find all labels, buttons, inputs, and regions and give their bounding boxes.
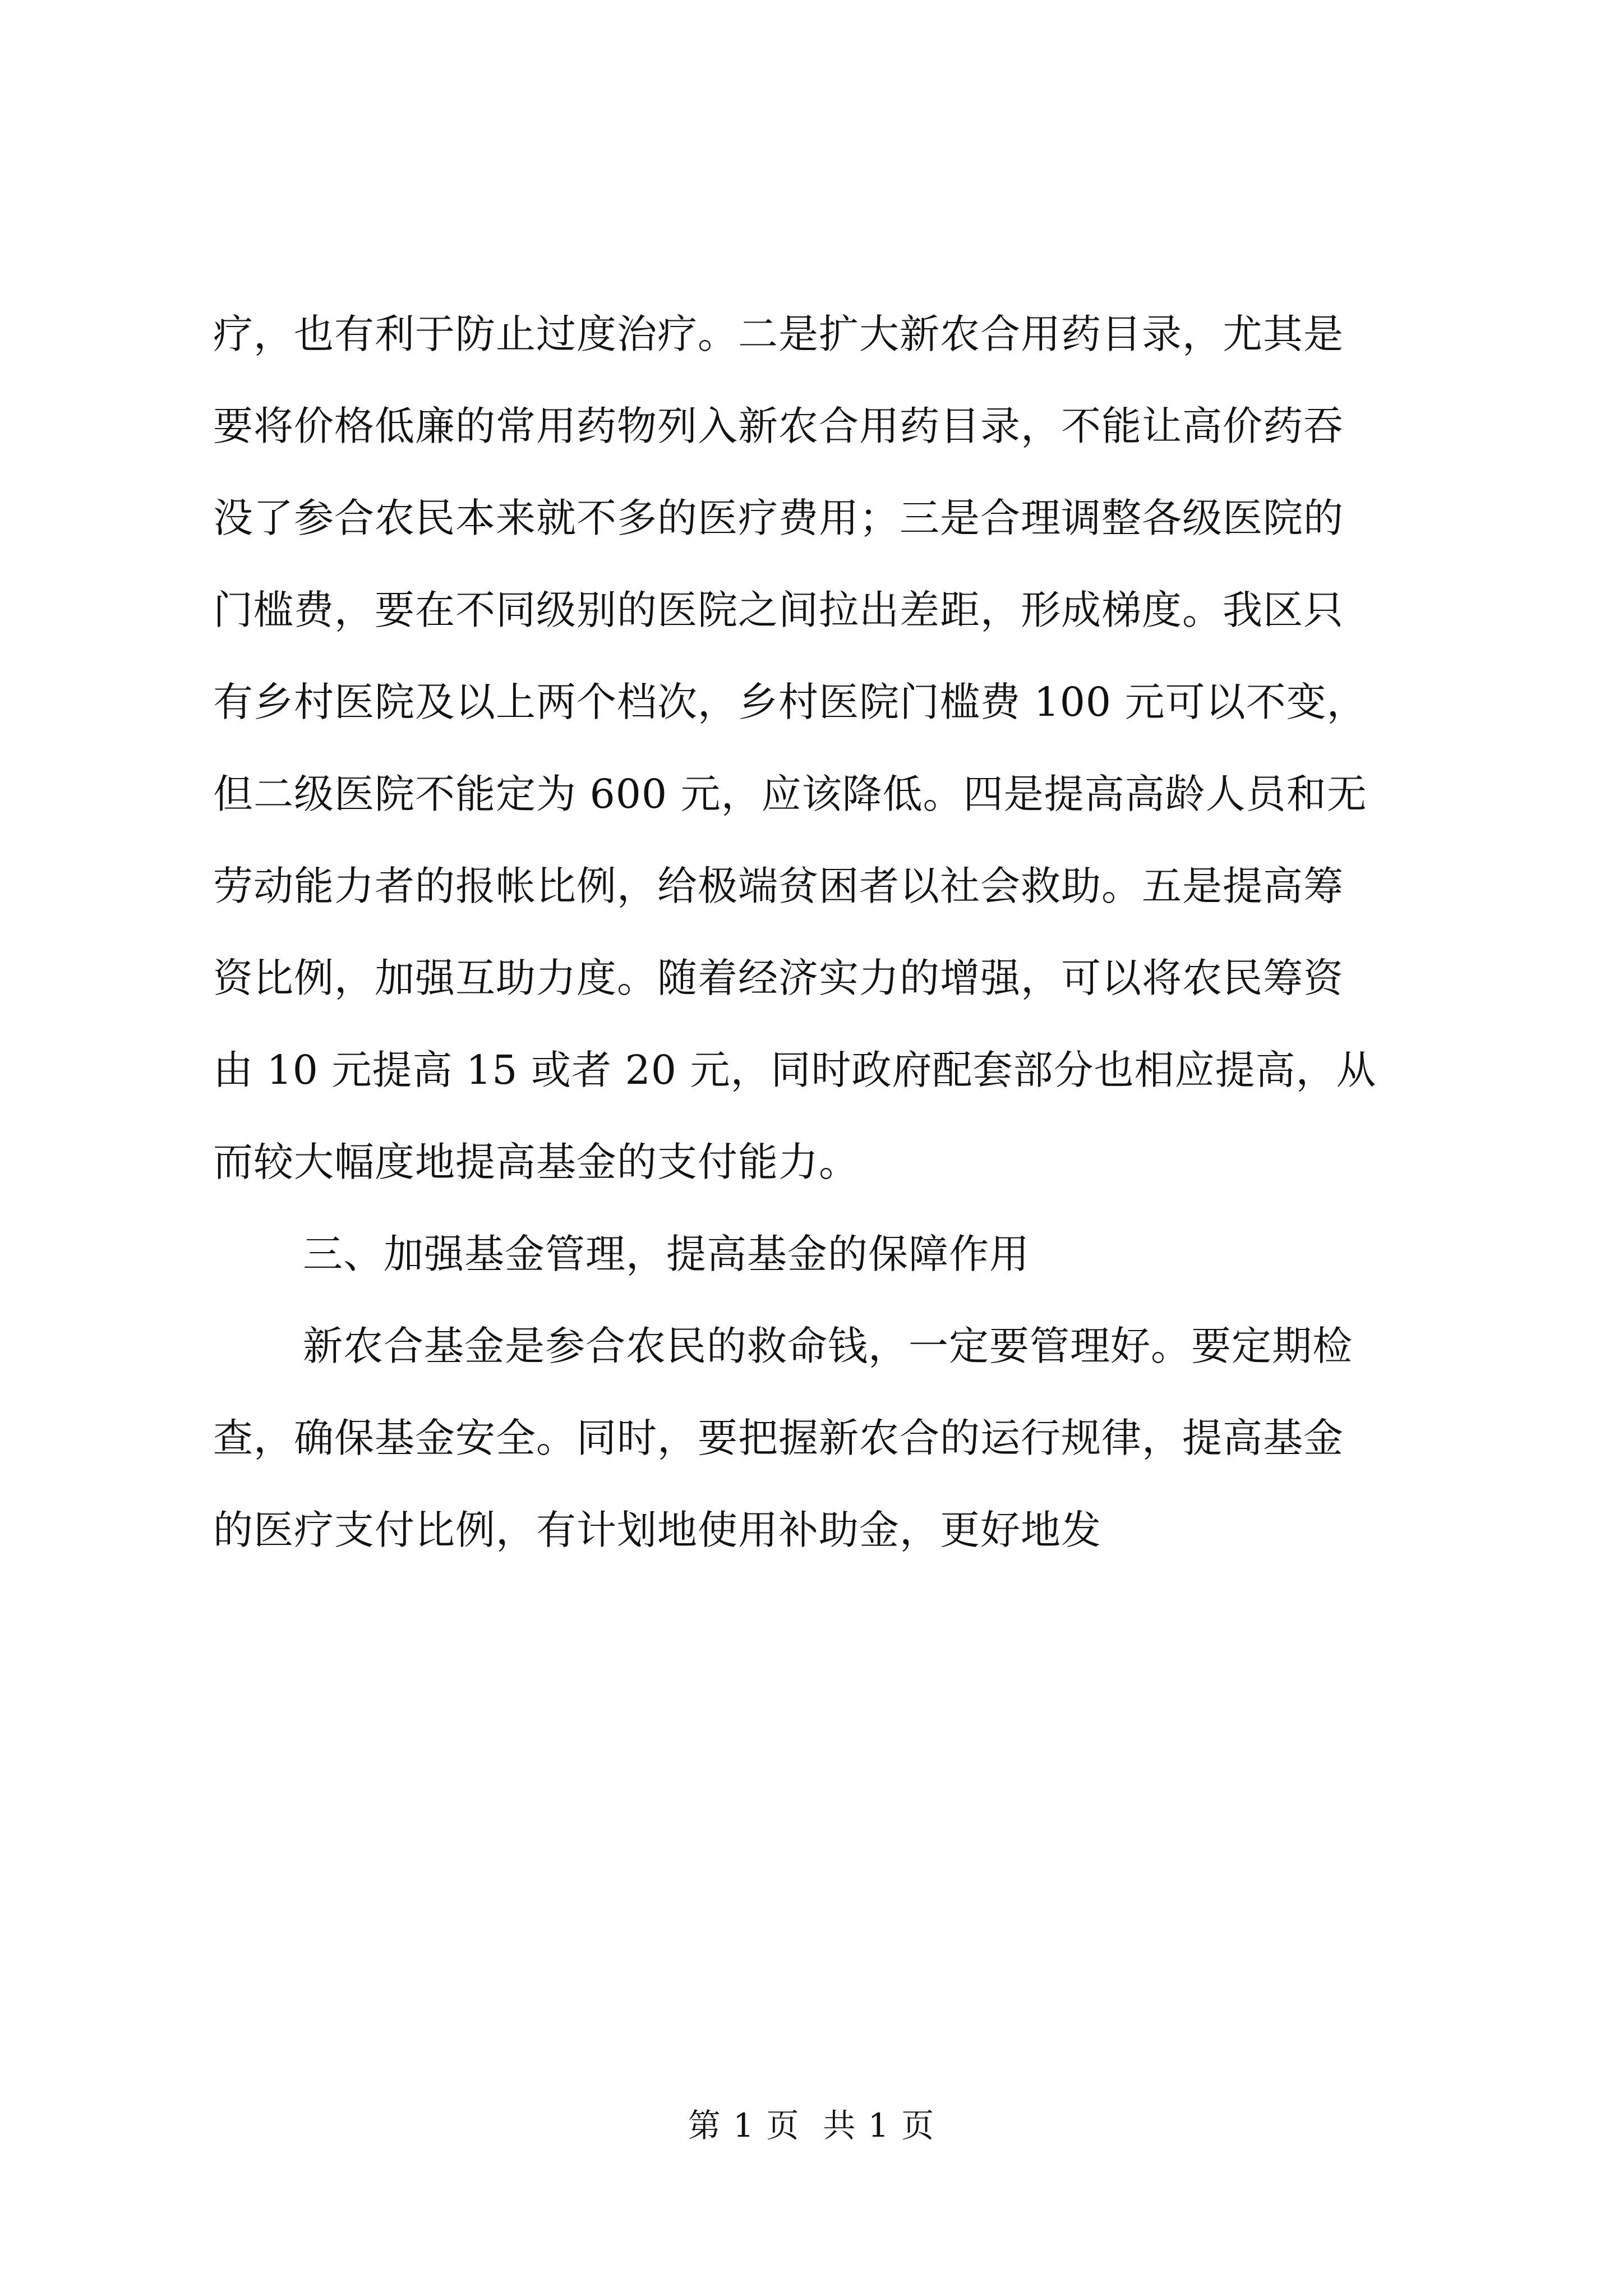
page-number-footer: 第 1 页 共 1 页: [688, 2106, 935, 2145]
body-line-4: 门槛费，要在不同级别的医院之间拉出差距，形成梯度。我区只: [213, 587, 1344, 633]
section-line-1: 新农合基金是参合农民的救命钱，一定要管理好。要定期检: [303, 1323, 1353, 1369]
body-line-1: 疗，也有利于防止过度治疗。二是扩大新农合用药目录，尤其是: [213, 311, 1344, 357]
section-line-2: 查，确保基金安全。同时，要把握新农合的运行规律，提高基金: [213, 1415, 1344, 1461]
body-line-9: 由 10 元提高 15 或者 20 元，同时政府配套部分也相应提高，从: [213, 1047, 1377, 1093]
body-line-2: 要将价格低廉的常用药物列入新农合用药目录，不能让高价药吞: [213, 403, 1344, 449]
section-line-3: 的医疗支付比例，有计划地使用补助金，更好地发: [213, 1507, 1102, 1553]
body-line-8: 资比例，加强互助力度。随着经济实力的增强，可以将农民筹资: [213, 955, 1344, 1001]
body-line-5: 有乡村医院及以上两个档次，乡村医院门槛费 100 元可以不变，: [213, 679, 1367, 725]
body-line-6: 但二级医院不能定为 600 元，应该降低。四是提高高龄人员和无: [213, 771, 1367, 817]
body-line-10: 而较大幅度地提高基金的支付能力。: [213, 1139, 860, 1185]
body-line-7: 劳动能力者的报帐比例，给极端贫困者以社会救助。五是提高筹: [213, 863, 1344, 909]
body-line-3: 没了参合农民本来就不多的医疗费用；三是合理调整各级医院的: [213, 495, 1344, 541]
section-heading: 三、加强基金管理，提高基金的保障作用: [303, 1231, 1030, 1277]
